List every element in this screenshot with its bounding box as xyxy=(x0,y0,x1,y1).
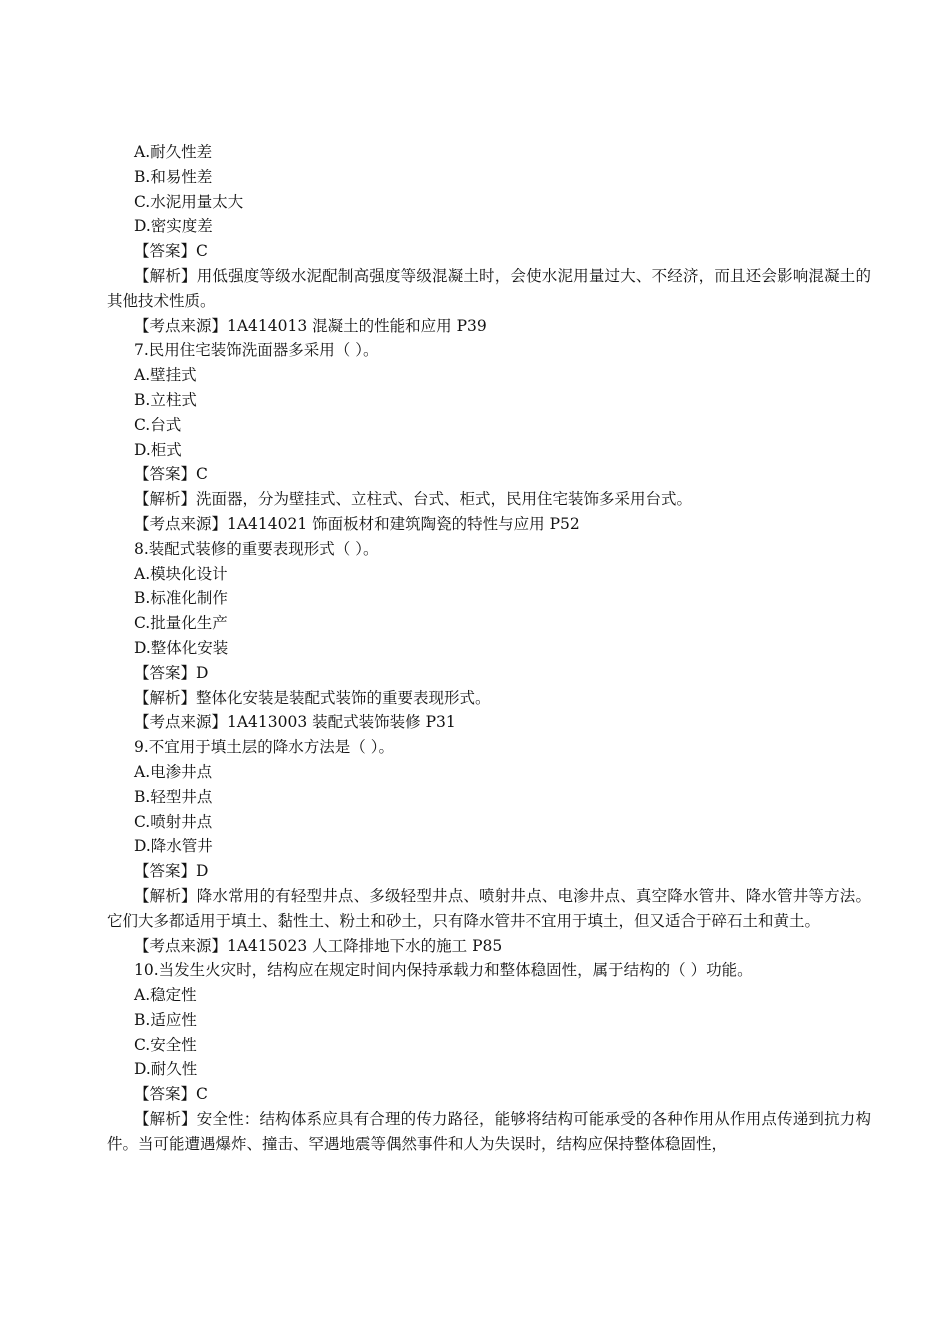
answer-option: D.密实度差 xyxy=(134,217,213,236)
answer-line: 【答案】C xyxy=(134,1085,208,1104)
document-body xyxy=(107,140,871,1157)
answer-option: B.适应性 xyxy=(134,1010,197,1029)
answer-line: 【答案】D xyxy=(134,663,209,682)
answer-line: 【答案】C xyxy=(134,242,208,261)
explanation-paragraph: 【解析】安全性：结构体系应具有合理的传力路径，能够将结构可能承受的各种作用从作用点传递到抗力构件。当可能遭遇爆炸、撞击、罕遇地震等偶然事件和人为失误时，结构应保持整体稳固性， xyxy=(107,1110,871,1153)
question-text: 10.当发生火灾时，结构应在规定时间内保持承载力和整体稳固性，属于结构的（ ）功能。 xyxy=(134,961,753,980)
answer-option: C.水泥用量太大 xyxy=(134,192,244,211)
source-reference: 【考点来源】1A415023 人工降排地下水的施工 P85 xyxy=(134,936,503,955)
answer-option: B.轻型井点 xyxy=(134,787,213,806)
answer-option: B.标准化制作 xyxy=(134,589,228,608)
question-text: 7.民用住宅装饰洗面器多采用（ ）。 xyxy=(134,341,379,360)
explanation-paragraph: 【解析】洗面器，分为壁挂式、立柱式、台式、柜式，民用住宅装饰多采用台式。 xyxy=(134,490,693,509)
answer-option: A.电渗井点 xyxy=(134,762,213,781)
answer-option: D.耐久性 xyxy=(134,1060,198,1079)
answer-option: D.整体化安装 xyxy=(134,638,229,657)
answer-option: C.台式 xyxy=(134,415,182,434)
explanation-paragraph: 【解析】整体化安装是装配式装饰的重要表现形式。 xyxy=(134,688,491,707)
answer-option: B.和易性差 xyxy=(134,167,213,186)
answer-option: A.稳定性 xyxy=(134,986,197,1005)
answer-option: A.模块化设计 xyxy=(134,564,228,583)
answer-option: D.降水管井 xyxy=(134,837,213,856)
explanation-paragraph: 【解析】用低强度等级水泥配制高强度等级混凝土时，会使水泥用量过大、不经济，而且还会影响混凝土的其他技术性质。 xyxy=(107,266,871,310)
answer-line: 【答案】C xyxy=(134,465,208,484)
answer-option: A.耐久性差 xyxy=(134,143,213,161)
source-reference: 【考点来源】1A414021 饰面板材和建筑陶瓷的特性与应用 P52 xyxy=(134,514,580,533)
question-text: 9.不宜用于填土层的降水方法是（ ）。 xyxy=(134,738,394,757)
answer-option: D.柜式 xyxy=(134,440,182,459)
source-reference: 【考点来源】1A414013 混凝土的性能和应用 P39 xyxy=(134,316,487,335)
source-reference: 【考点来源】1A413003 装配式装饰装修 P31 xyxy=(134,713,456,732)
question-text: 8.装配式装修的重要表现形式（ ）。 xyxy=(134,539,379,558)
answer-option: C.安全性 xyxy=(134,1035,197,1054)
answer-option: C.批量化生产 xyxy=(134,614,228,633)
explanation-paragraph: 【解析】降水常用的有轻型井点、多级轻型井点、喷射井点、电渗井点、真空降水管井、降水管井等方法。它们大多都适用于填土、黏性土、粉土和砂土，只有降水管井不宜用于填土，但又适合于碎石土和黄土。 xyxy=(107,886,871,930)
answer-line: 【答案】D xyxy=(134,862,209,881)
answer-option: B.立柱式 xyxy=(134,390,197,409)
answer-option: A.壁挂式 xyxy=(134,366,197,385)
answer-option: C.喷射井点 xyxy=(134,812,213,831)
